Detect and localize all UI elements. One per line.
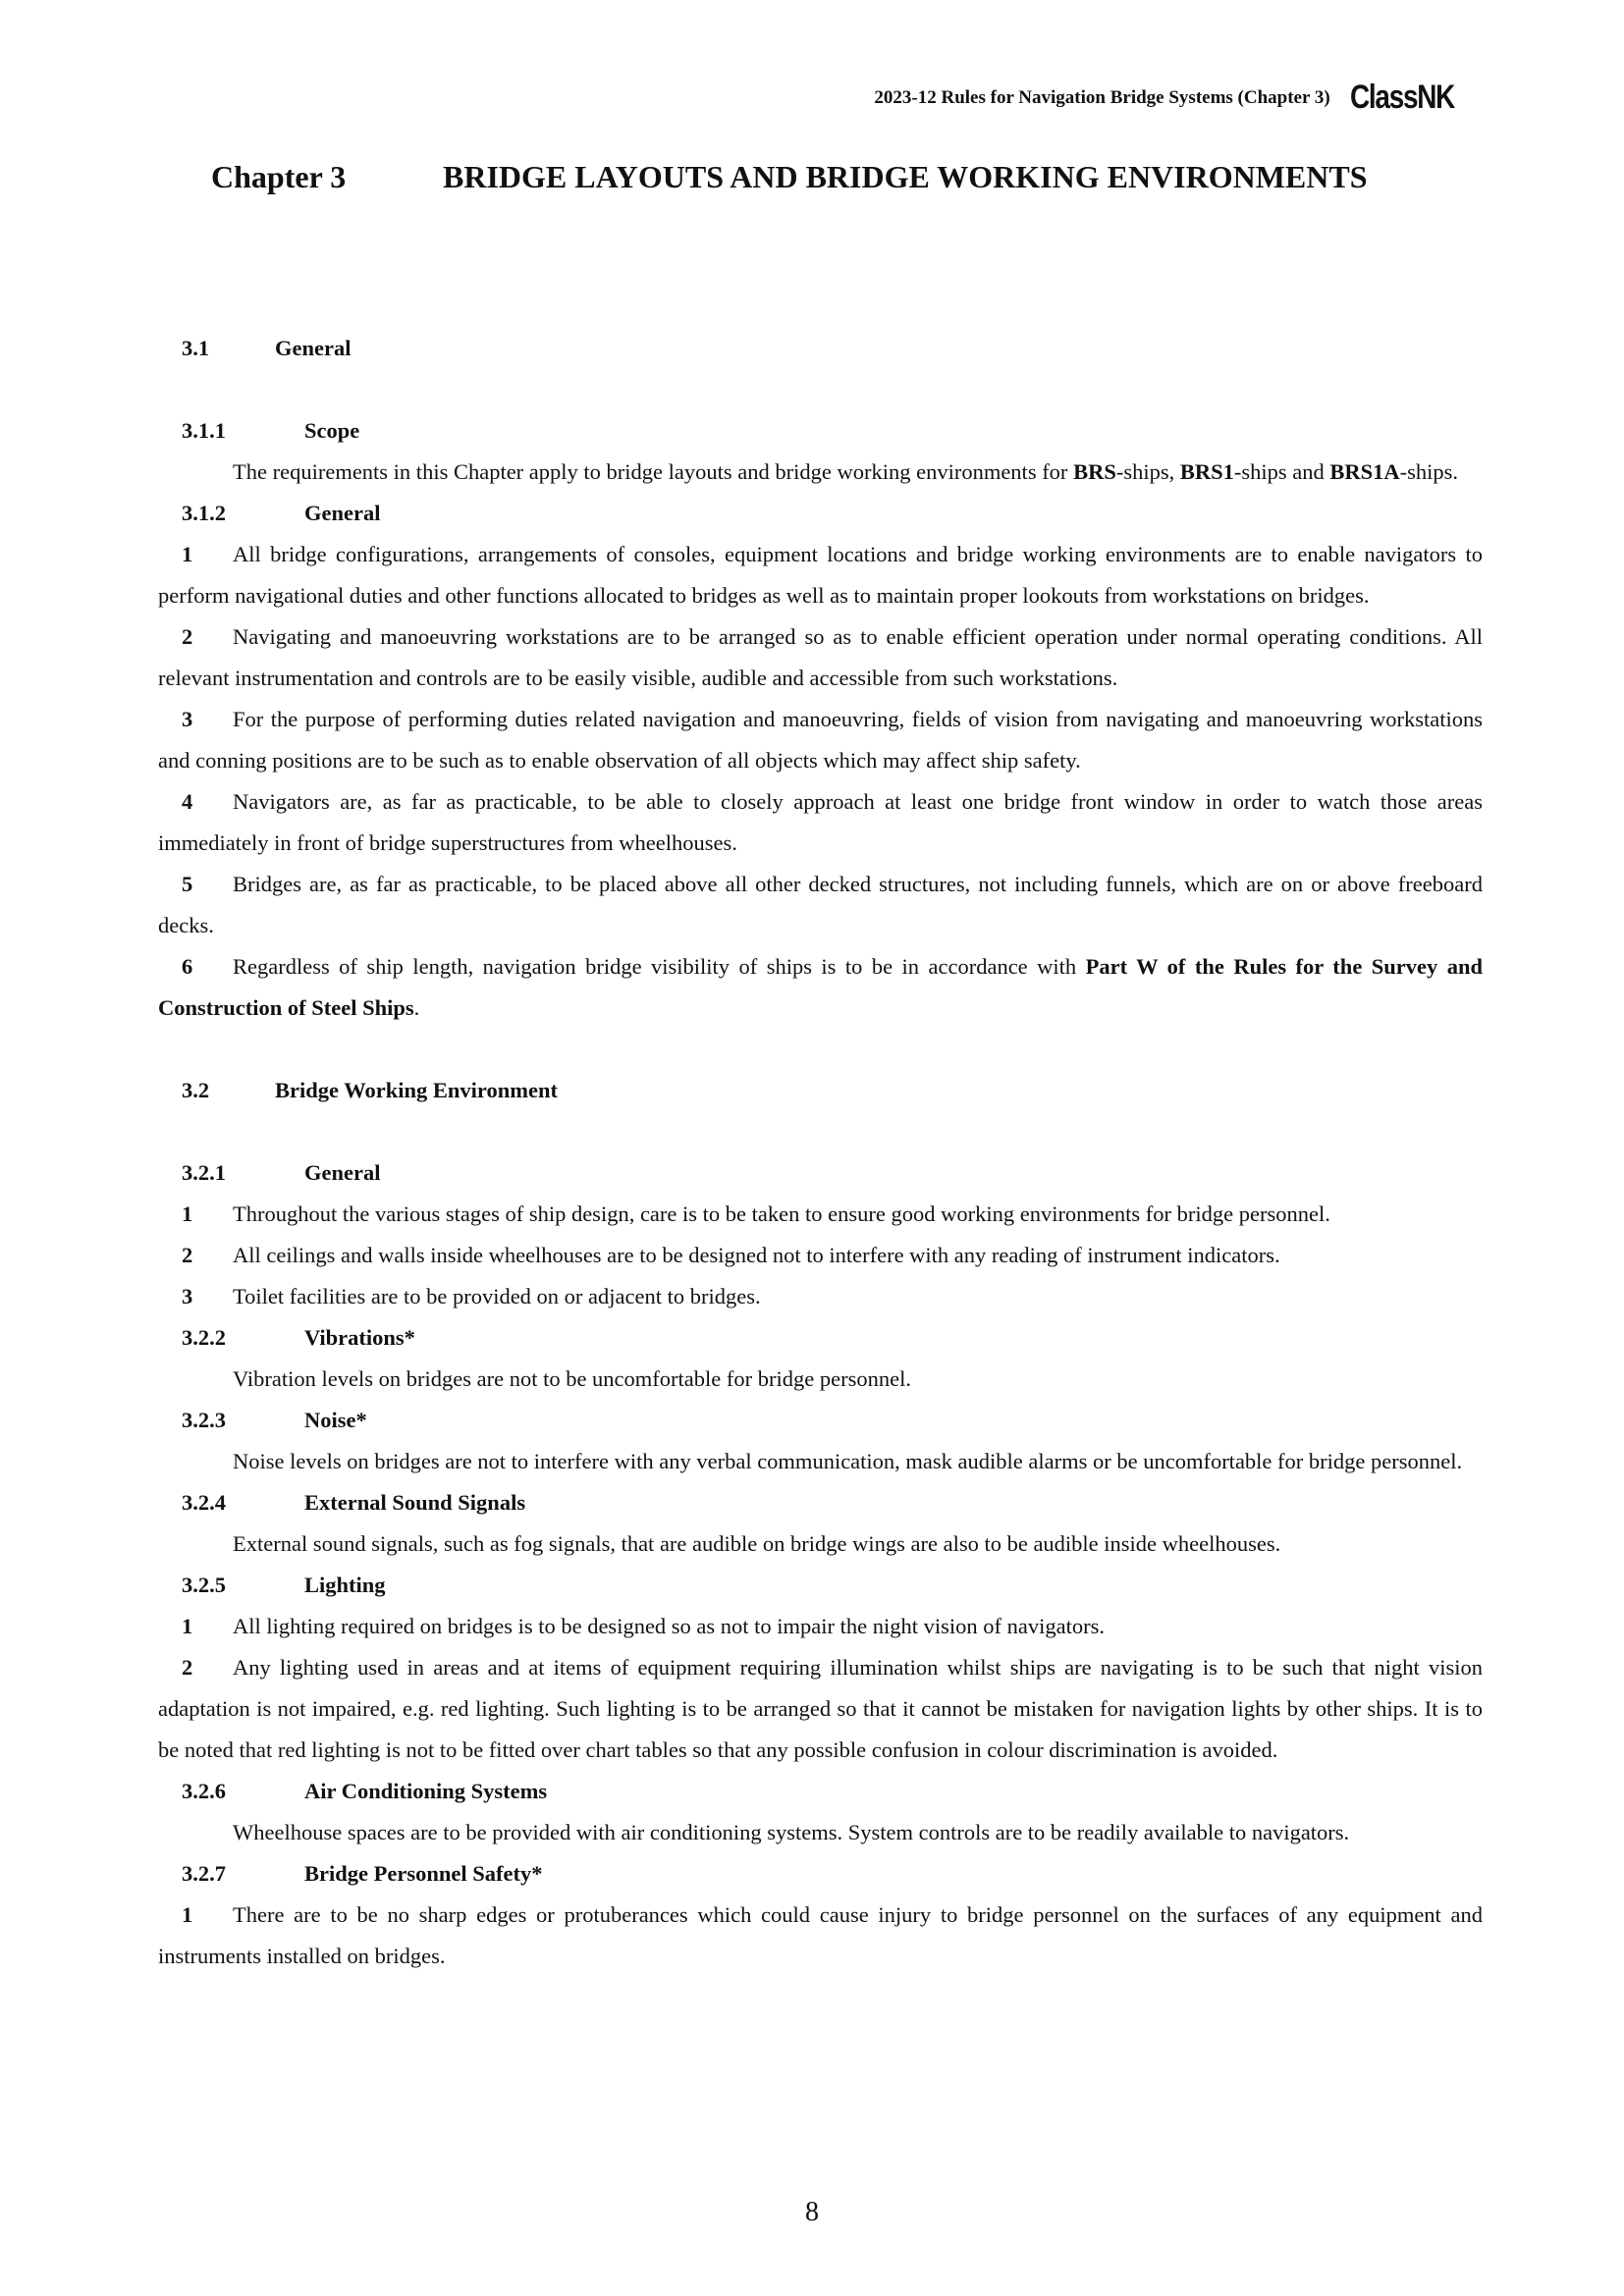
subsection-title: Vibrations* [304, 1325, 415, 1350]
numbered-paragraph: 1 All lighting required on bridges is to be designed so as not to impair the night vision of navigators. [182, 1614, 1106, 1638]
scope-paragraph: The requirements in this Chapter apply to bridge layouts and bridge working environments for BRS-ships, BRS1-ships and BRS1A-ships. [233, 459, 1459, 484]
running-title: 2023-12 Rules for Navigation Bridge Systems (Chapter 3) [874, 86, 1330, 108]
numbered-paragraph: 2 All ceilings and walls inside wheelhouses are to be designed not to interfere with any reading of instrument indicators. [182, 1243, 1280, 1267]
subsection-title: Air Conditioning Systems [304, 1779, 548, 1803]
subsection-heading-3-1-1 [158, 410, 1483, 452]
numbered-paragraph: 4 Navigators are, as far as practicable, to be able to closely approach at least one bridge front window in order to watch those areas immediately in front of bridge superstructures from wheelhouses. [158, 789, 1483, 855]
air-conditioning-paragraph: Wheelhouse spaces are to be provided with air conditioning systems. System controls are to be readily available to navigators. [233, 1820, 1350, 1844]
subsection-number: 3.2.5 [182, 1573, 226, 1597]
chapter-number: Chapter 3 [211, 159, 347, 194]
section-heading-3-1 [158, 328, 1483, 369]
numbered-paragraph: 5 Bridges are, as far as practicable, to be placed above all other decked structures, not including funnels, which are on or above freeboard decks. [158, 872, 1483, 937]
subsection-heading-3-2-2 [158, 1317, 1483, 1359]
page-number: 8 [805, 2197, 819, 2227]
numbered-paragraph: 2 Navigating and manoeuvring workstations are to be arranged so as to enable efficient operation under normal operating conditions. All relevant instrumentation and controls are to be easily visible, audible and accessible from such workstations. [158, 624, 1483, 690]
rules-reference: Part W of the Rules for the Survey and Construction of Steel Ships [158, 954, 1483, 1020]
subsection-title: Scope [304, 418, 360, 443]
subsection-number: 3.2.7 [182, 1861, 226, 1886]
subsection-number: 3.1.2 [182, 501, 226, 525]
subsection-heading-3-1-2 [158, 493, 1483, 534]
section-number: 3.2 [182, 1078, 210, 1102]
subsection-title: Bridge Personnel Safety* [304, 1861, 543, 1886]
sound-signals-paragraph: External sound signals, such as fog signals, that are audible on bridge wings are also to be audible inside wheelhouses. [233, 1531, 1281, 1556]
classnk-logo: ClassNK [1349, 79, 1454, 116]
chapter-heading [211, 159, 1477, 195]
subsection-heading-3-2-3 [158, 1400, 1483, 1441]
subsection-title: General [304, 1160, 381, 1185]
subsection-number: 3.2.2 [182, 1325, 226, 1350]
vibrations-paragraph: Vibration levels on bridges are not to be uncomfortable for bridge personnel. [233, 1366, 911, 1391]
subsection-title: Lighting [304, 1573, 386, 1597]
subsection-number: 3.2.3 [182, 1408, 226, 1432]
subsection-heading-3-2-5 [158, 1565, 1483, 1606]
subsection-number: 3.2.6 [182, 1779, 226, 1803]
numbered-paragraph: 2 Any lighting used in areas and at items of equipment requiring illumination whilst ships are navigating is to be such that night vision adaptation is not impaired, e.g. red lighting. Such lighting is to be arranged so that it cannot be mistaken for navigation lights by other ships. It is to be noted that red lighting is not to be fitted over chart tables so that any possible confusion in colour discrimination is avoided. [158, 1655, 1483, 1762]
subsection-number: 3.1.1 [182, 418, 226, 443]
subsection-heading-3-2-4 [158, 1482, 1483, 1523]
subsection-number: 3.2.4 [182, 1490, 226, 1515]
subsection-heading-3-2-7 [158, 1853, 1483, 1895]
numbered-paragraph: 6 Regardless of ship length, navigation bridge visibility of ships is to be in accordance with Part W of the Rules for the Survey and Construction of Steel Ships. [158, 954, 1483, 1020]
section-title: General [275, 336, 352, 360]
section-number: 3.1 [182, 336, 210, 360]
noise-paragraph: Noise levels on bridges are not to interfere with any verbal communication, mask audible alarms or be uncomfortable for bridge personnel. [233, 1449, 1463, 1473]
document-body [158, 328, 1483, 1977]
numbered-paragraph: 1 Throughout the various stages of ship design, care is to be taken to ensure good working environments for bridge personnel. [182, 1201, 1330, 1226]
numbered-paragraph: 3 Toilet facilities are to be provided on or adjacent to bridges. [182, 1284, 761, 1308]
subsection-title: General [304, 501, 381, 525]
chapter-title: BRIDGE LAYOUTS AND BRIDGE WORKING ENVIRONMENTS [443, 159, 1368, 194]
subsection-title: Noise* [304, 1408, 367, 1432]
subsection-title: External Sound Signals [304, 1490, 526, 1515]
subsection-heading-3-2-6 [158, 1771, 1483, 1812]
numbered-paragraph: 1 All bridge configurations, arrangements of consoles, equipment locations and bridge working environments are to enable navigators to perform navigational duties and other functions allocated to bridges as well as to maintain proper lookouts from workstations on bridges. [158, 542, 1483, 608]
subsection-number: 3.2.1 [182, 1160, 226, 1185]
section-heading-3-2 [158, 1070, 1483, 1111]
numbered-paragraph: 1 There are to be no sharp edges or protuberances which could cause injury to bridge personnel on the surfaces of any equipment and instruments installed on bridges. [158, 1902, 1483, 1968]
running-header [874, 79, 1477, 117]
subsection-heading-3-2-1 [158, 1152, 1483, 1194]
numbered-paragraph: 3 For the purpose of performing duties related navigation and manoeuvring, fields of vision from navigating and manoeuvring workstations and conning positions are to be such as to enable observation of all objects which may affect ship safety. [158, 707, 1483, 773]
section-title: Bridge Working Environment [275, 1078, 558, 1102]
